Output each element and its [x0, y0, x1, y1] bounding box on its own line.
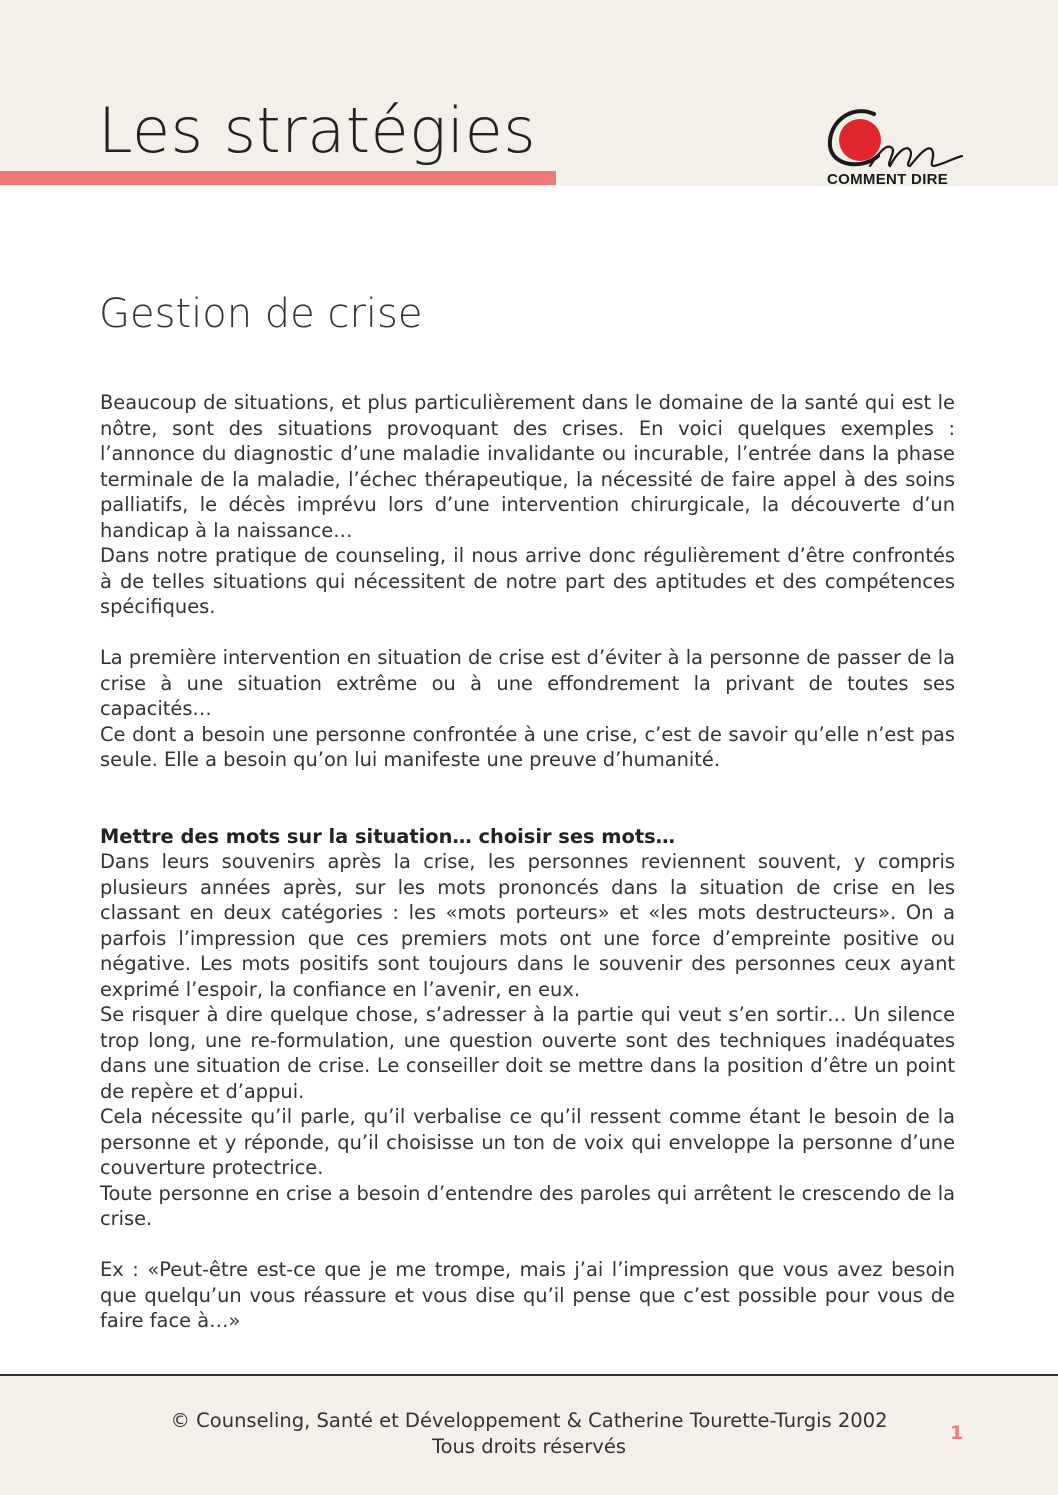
rights-line: Tous droits réservés [431, 1434, 627, 1458]
comment-dire-logo [822, 104, 967, 188]
page-number: 1 [950, 1422, 964, 1444]
title-accent-bar [0, 171, 556, 185]
paragraph: Ce dont a besoin une personne confrontée à une crise, c’est de savoir qu’elle n’est pas seule. Elle a besoin qu’on lui manifeste une preuve d’humanité. [100, 722, 955, 771]
body-text [100, 390, 955, 1334]
logo-text: COMMENT DIRE [827, 171, 949, 188]
paragraph: Toute personne en crise a besoin d’entendre des paroles qui arrêtent le crescendo de la crise. [100, 1181, 955, 1230]
paragraph: Se risquer à dire quelque chose, s’adresser à la partie qui veut s’en sortir… Un silence trop long, une re-formulation, une question ouverte sont des techniques inadéquates dans une situation de crise. Le conseiller doit se mettre dans la position d’être un point de repère et d’appui. [100, 1003, 955, 1103]
example-quote: Ex : «Peut-être est-ce que je me trompe, mais j’ai l’impression que vous avez besoin que quelqu’un vous réassure et vous dise qu’il pense que c’est possible pour vous de faire face à…» [100, 1258, 955, 1332]
paragraph: Dans leurs souvenirs après la crise, les personnes reviennent souvent, y compris plusieurs années après, sur les mots prononcés dans la situation de crise en les classant en deux catégories : les «mots porteurs» et «les mots destructeurs». On a parfois l’impression que ces premiers mots ont une force d’empreinte positive ou négative. Les mots positifs sont toujours dans le souvenir des personnes ceux ayant exprimé l’espoir, la confiance en l’avenir, en eux. [100, 850, 955, 1001]
paragraph: Cela nécessite qu’il parle, qu’il verbalise ce qu’il ressent comme étant le besoin de la personne et y réponde, qu’il choisisse un ton de voix qui enveloppe la personne d’une couverture protectrice. [100, 1105, 955, 1179]
footer-copyright [0, 1408, 1058, 1459]
copyright-line: © Counseling, Santé et Développement & Catherine Tourette-Turgis 2002 [170, 1409, 888, 1432]
subsection-heading: Mettre des mots sur la situation… choisir ses mots… [100, 824, 676, 848]
section-title: Gestion de crise [99, 291, 423, 337]
paragraph: La première intervention en situation de crise est d’éviter à la personne de passer de la crise à une situation extrême ou à une effondrement la privant de toutes ses capacités… [100, 646, 955, 720]
logo-mark-icon [822, 104, 967, 174]
paragraph: Beaucoup de situations, et plus particulièrement dans le domaine de la santé qui est le nôtre, sont des situations provoquant des crises. En voici quelques exemples : l’annonce du diagnostic d’une maladie invalidante ou incurable, l’entrée dans la phase terminale de la maladie, l’échec thérapeutique, la nécessité de faire appel à des soins palliatifs, le décès imprévu lors d’une intervention chirurgicale, la découverte d’un handicap à la naissance… [100, 391, 955, 542]
page-title: Les stratégies [98, 94, 537, 167]
paragraph: Dans notre pratique de counseling, il nous arrive donc régulièrement d’être confrontés à de telles situations qui nécessitent de notre part des aptitudes et des compétences spécifiques. [100, 544, 955, 618]
